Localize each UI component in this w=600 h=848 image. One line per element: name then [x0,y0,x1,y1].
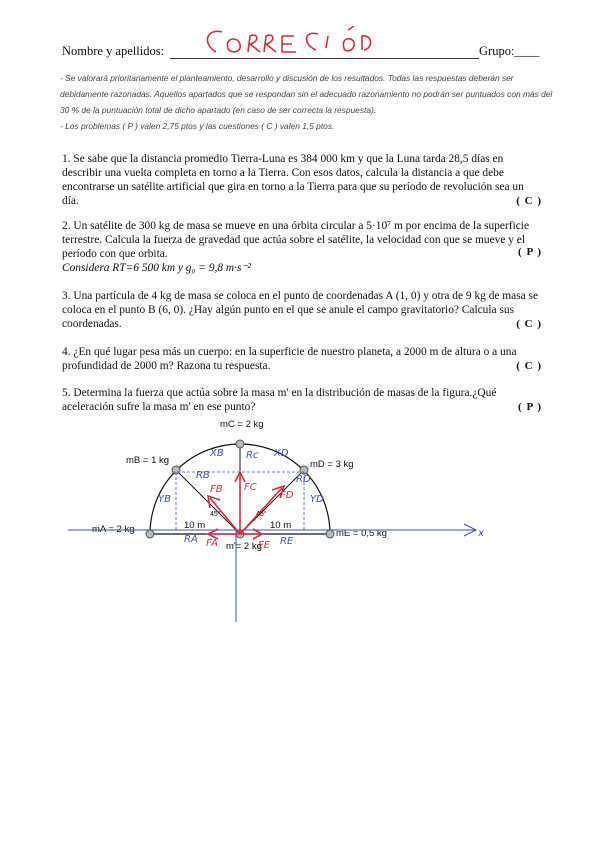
label-radius-left: 10 m [184,520,206,531]
question-3-text: 3. Una partícula de 4 kg de masa se coloca en el punto de coordenadas A (1, 0) y otra de 9 kg de masa se coloca en el punto B (6, 0). ¿Hay algún punto en el que se anule el campo gravitatorio? Calcula sus coordenadas. [62,290,539,330]
hw-label-fa: FA [206,538,219,549]
label-angle-right: 45° [256,511,267,518]
hw-label-rb: RB [196,470,210,481]
exam-instructions [60,70,560,134]
question-4-text: 4. ¿En qué lugar pesa más un cuerpo: en la superficie de nuestro planeta, a 2000 m de altura o a una profundidad de 2000 m? Razona tu respuesta. [62,346,517,372]
question-5-text: 5. Determina la fuerza que actúa sobre la masa m' en la distribución de masas de la figura.¿Qué aceleración sufre la masa m' en ese punto? [62,387,497,413]
label-angle-left: 45° [210,511,221,518]
hw-label-xb: XB [210,448,224,459]
hw-label-fb: FB [210,484,223,495]
question-1-text: 1. Se sabe que la distancia promedio Tierra-Luna es 384 000 km y que la Luna tarda 28,5 días en describir una vuelta completa en torno a la Tierra. Con esos datos, calcula la distancia a que debe encontrarse un satélite artificial que gira en torno a la Tierra para que su período de revolución sea un día. [62,153,524,207]
hw-label-yd: YD [310,494,324,505]
question-2-given: Considera RT=6 500 km y g₀ = 9,8 m·s⁻² [62,262,251,274]
question-5 [62,386,542,414]
mass-e [326,530,334,538]
hw-label-rd: RD [296,474,311,485]
name-label: Nombre y apellidos: [62,44,165,58]
hw-label-fc: FC [244,482,257,493]
hw-label-rc: Rc [246,450,259,461]
question-2-tag: ( P ) [518,246,542,258]
question-1 [62,152,542,208]
hw-label-re: RE [280,536,294,547]
label-mass-prime: m'= 2 kg [226,541,262,552]
hw-label-fe: FE [258,540,271,551]
question-3-tag: ( C ) [516,318,542,330]
group-label: Grupo:____ [479,44,540,58]
label-mass-e: mE = 0,5 kg [336,528,387,539]
question-4 [62,345,542,373]
question-4-tag: ( C ) [516,360,542,372]
instructions-line-1: - Se valorará prioritariamente el planteamiento, desarrollo y discusión de los resultados. Todas las respuestas deberán ser debidamente razonadas. Aquellos apartados que se respondan sin el adecuado razonamiento no podrán ser puntuados con más del 30 % de la puntuación total de dicho apartado (en caso de ser correcta la respuesta). [60,73,553,115]
handwritten-signature [198,22,388,66]
hw-label-fd: FD [280,490,294,501]
label-mass-b: mB = 1 kg [126,455,170,466]
question-2-text: 2. Un satélite de 300 kg de masa se mueve en una órbita circular a 5·10⁷ m por encima de la superficie terrestre. Calcula la fuerza de gravedad que actúa sobre el satélite, la velocidad con que se mueve y el período con que orbita. [62,220,530,260]
label-mass-d: mD = 3 kg [310,459,354,470]
mass-c [236,440,244,448]
label-mass-a: mA = 2 kg [92,524,135,535]
hw-label-x: x [478,528,484,539]
mass-a [146,530,154,538]
hw-label-ra: RA [184,534,198,545]
question-1-tag: ( C ) [516,195,542,207]
question-3 [62,289,542,331]
label-radius-right: 10 m [270,520,292,531]
hw-label-xd: XD [274,448,289,459]
question-5-tag: ( P ) [518,401,542,413]
label-mass-c: mC = 2 kg [220,419,264,430]
mass-distribution-figure [60,412,500,642]
hw-label-yb: YB [158,494,171,505]
instructions-line-2: - Los problemas ( P ) valen 2,75 ptos y las cuestiones ( C ) valen 1,5 ptos. [60,121,335,131]
question-2 [62,219,542,275]
